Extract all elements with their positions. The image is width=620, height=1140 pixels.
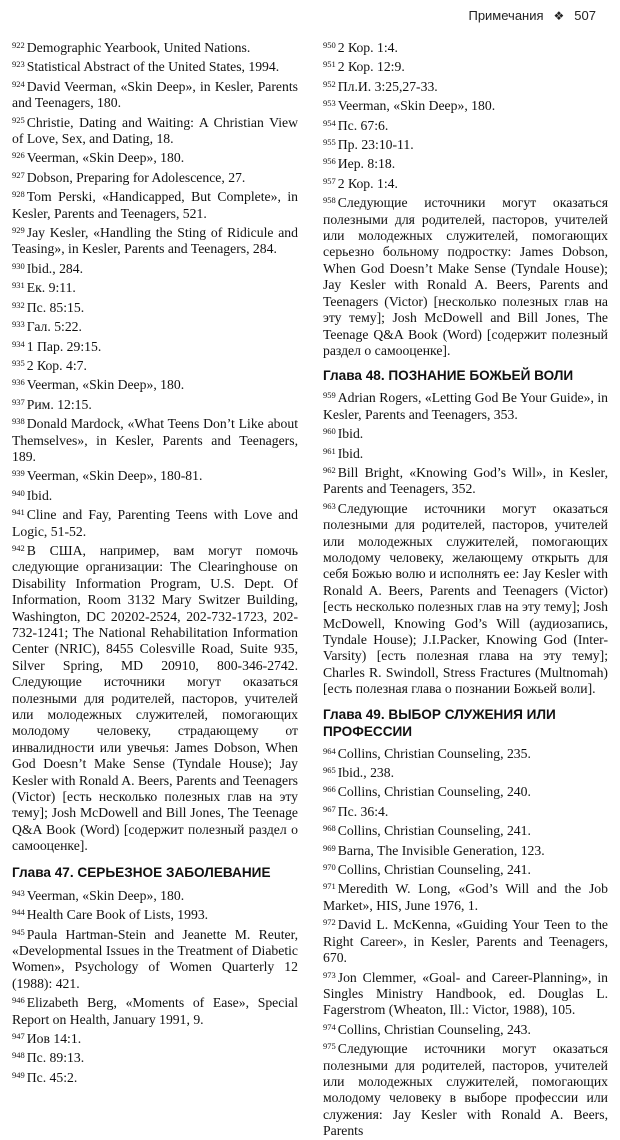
footnote-text: Следующие источники могут оказаться полезными для родителей, пасторов, учителей или молодежных служителей, помогающих молодому человеку, желающему открыть для себя Божью волю и исполнять ее: Jay Kesler with Ronald A. Beers, Parents and Teenagers (Victor) [есть несколько полезных глав на эту тему]; Josh McDowell, Knowing God’s Will (аудиозапись, Tyndale House); J.I.Packer, Knowing God (Inter-Varsity) [есть полезная глава на эту тему]; Charles R. Swindoll, Stress Fractures (Multnomah) [есть полезная глава о познании Божьей воли].: [323, 500, 608, 697]
footnote-number: 949: [12, 1069, 25, 1080]
footnote-text: Veerman, «Skin Deep», 180-81.: [26, 468, 203, 484]
footnote: [323, 820, 608, 839]
footnote-number: 969: [323, 842, 336, 853]
footnote-text: Demographic Yearbook, United Nations.: [26, 40, 251, 55]
footnote-number: 953: [323, 98, 336, 109]
footnote-number: 962: [323, 464, 336, 475]
footnote: [323, 781, 608, 800]
footnote-text: Пс. 85:15.: [26, 299, 85, 315]
footnote: [12, 37, 298, 56]
footnote-text: Donald Mardock, «What Teens Don’t Like about Themselves», in Kesler, Parents and Teenagers, 189.: [12, 416, 298, 464]
footnote-number: 929: [12, 225, 25, 236]
footnote: [323, 462, 608, 498]
footnote: [12, 924, 298, 993]
footnote-number: 927: [12, 169, 25, 180]
footnote-text: Следующие источники могут оказаться полезными для родителей, пасторов, учителей или молодежных служителей, помогающих серьезно больному подростку: James Dobson, When God Doesn’t Make Sense (Tyndale House); Jay Kesler with Ronald A. Beers, Parents and Teenagers (Victor) [несколько полезных глав на эту тему]; Josh McDowell and Bill Jones, The Teenage Q&A Book (Word) [содержит полезный раздел о самооценке].: [323, 195, 608, 358]
footnote-number: 942: [12, 542, 25, 553]
footnote-text: Paula Hartman-Stein and Jeanette M. Reuter, «Developmental Issues in the Treatment of Diabetic Women», Psychology of Women Quarterly 12 (1988): 421.: [12, 926, 298, 991]
footnote-number: 975: [323, 1041, 336, 1052]
footnote: [323, 914, 608, 966]
footnote-number: 922: [12, 40, 25, 50]
footnote-text: Ibid., 284.: [26, 260, 84, 276]
footnote-text: Collins, Christian Counseling, 241.: [337, 823, 531, 839]
footnote-text: Ibid.: [26, 487, 53, 503]
footnote-number: 959: [323, 390, 336, 401]
footnote-number: 948: [12, 1050, 25, 1061]
footnote-number: 955: [323, 137, 336, 148]
footnote-number: 951: [323, 59, 336, 70]
footnote-number: 961: [323, 445, 336, 456]
footnote-number: 947: [12, 1030, 25, 1041]
footnote: [323, 56, 608, 75]
footnote-text: 1 Пар. 29:15.: [26, 338, 102, 354]
footnote-number: 957: [323, 175, 336, 186]
footnote-text: В США, например, вам могут помочь следующие организации: The Clearinghouse on Disability Information Program, U.S. Dept. Of Information, Room 3132 Mary Switzer Building, Washington, DC 20202-2524, 202-732-1723, 202-732-1241; The National Rehabilitation Information Center (NRIC), 8455 Colesville Road, Suite 935, Silver Spring, MD 20910, 800-346-2742. Следующие источники могут оказаться полезными для родителей, пасторов, учителей или молодежных служителей, помогающих молодому человеку, страдающему от инвалидности или увечья: James Dobson, When God Doesn’t Make Sense (Tyndale House); Jay Kesler with Ronald A. Beers, Parents and Teenagers (Victor) [есть несколько полезных глав на эту тему]; Josh McDowell and Bill Jones, The Teenage Q&A Book (Word) [содержит полезный раздел о самооценке].: [12, 542, 298, 854]
footnote-text: Пс. 36:4.: [337, 803, 389, 819]
footnote-text: Иер. 8:18.: [337, 156, 396, 172]
footnote: [12, 413, 298, 465]
footnote-number: 935: [12, 357, 25, 368]
footnote: [12, 355, 298, 374]
footnote: [12, 485, 298, 504]
footnote: [12, 1028, 298, 1047]
footnote-text: Tom Perski, «Handicapped, But Complete», in Kesler, Parents and Teenagers, 521.: [12, 189, 298, 221]
footnote: [12, 258, 298, 277]
footnote-text: Barna, The Invisible Generation, 123.: [337, 842, 545, 858]
footnote-text: Гал. 5:22.: [26, 319, 82, 335]
footnote-number: 923: [12, 59, 25, 70]
footnote: [323, 192, 608, 359]
ornament-icon: ❖: [553, 8, 565, 23]
footnote: [12, 336, 298, 355]
footnote: [323, 387, 608, 423]
footnote-number: 931: [12, 280, 25, 291]
footnote: [323, 443, 608, 462]
footnote: [323, 840, 608, 859]
footnote: [12, 297, 298, 316]
footnote-number: 934: [12, 338, 25, 349]
footnote-number: 974: [323, 1021, 336, 1032]
footnote: [323, 743, 608, 762]
footnote-text: Veerman, «Skin Deep», 180.: [26, 887, 185, 903]
footnote-number: 963: [323, 500, 336, 511]
left-column: [12, 37, 298, 1086]
footnote-number: 933: [12, 319, 25, 330]
footnote-number: 937: [12, 396, 25, 407]
footnote: [323, 1019, 608, 1038]
footnote-text: Meredith W. Long, «God’s Will and the Job Market», HIS, June 1976, 1.: [323, 881, 608, 913]
footnote-number: 954: [323, 117, 336, 128]
footnote: [323, 498, 608, 698]
footnote: [12, 540, 298, 855]
footnote: [12, 504, 298, 540]
footnote: [323, 153, 608, 172]
footnote: [323, 76, 608, 95]
footnote-number: 945: [12, 926, 25, 937]
footnote-number: 973: [323, 969, 336, 980]
footnote: [323, 115, 608, 134]
footnote: [12, 374, 298, 393]
footnote: [323, 878, 608, 914]
footnote-text: Пс. 89:13.: [26, 1050, 85, 1066]
footnote-number: 930: [12, 260, 25, 271]
footnote-text: 2 Кор. 12:9.: [337, 59, 405, 75]
footnote-number: 958: [323, 195, 336, 206]
right-column: [323, 37, 608, 1140]
footnote: [323, 37, 608, 56]
footnote-text: Collins, Christian Counseling, 241.: [337, 862, 531, 878]
notes-list-950-958: [323, 37, 608, 359]
footnote-number: 964: [323, 745, 336, 756]
notes-list-959-963: [323, 387, 608, 697]
footnote: [323, 423, 608, 442]
footnote: [12, 167, 298, 186]
page-number: 507: [574, 8, 596, 23]
footnote-text: David Veerman, «Skin Deep», in Kesler, Parents and Teenagers, 180.: [12, 78, 298, 111]
footnote-text: Collins, Christian Counseling, 235.: [337, 745, 531, 761]
footnote-number: 938: [12, 416, 25, 427]
footnote-text: Jay Kesler, «Handling the Sting of Ridicule and Teasing», in Kesler, Parents and Teenagers, 284.: [12, 225, 298, 257]
chapter-49-heading: Глава 49. ВЫБОР СЛУЖЕНИЯ ИЛИ ПРОФЕССИИ: [323, 706, 556, 739]
footnote: [12, 222, 298, 258]
footnote-number: 946: [12, 995, 25, 1006]
footnote: [323, 95, 608, 114]
notes-list-964-975: [323, 743, 608, 1140]
footnote-text: David L. McKenna, «Guiding Your Teen to the Right Career», in Kesler, Parents and Teenagers, 670.: [323, 917, 608, 966]
footnote: [323, 173, 608, 192]
footnote: [12, 277, 298, 296]
footnote-text: Veerman, «Skin Deep», 180.: [26, 377, 185, 393]
footnote-number: 940: [12, 487, 25, 498]
footnote-number: 972: [323, 917, 336, 928]
footnote-number: 941: [12, 507, 25, 518]
footnote-number: 928: [12, 189, 25, 200]
footnote-number: 950: [323, 40, 336, 50]
footnote: [12, 394, 298, 413]
notes-list-943-949: [12, 885, 298, 1086]
section-title: Примечания: [468, 8, 544, 23]
footnote-text: Elizabeth Berg, «Moments of Ease», Special Report on Health, January 1991, 9.: [12, 995, 298, 1027]
footnote-text: Collins, Christian Counseling, 240.: [337, 784, 531, 800]
footnote-number: 936: [12, 377, 25, 388]
footnote-text: Пс. 67:6.: [337, 117, 389, 133]
footnote-number: 924: [12, 78, 25, 89]
footnote-text: Пр. 23:10-11.: [337, 137, 414, 153]
footnote-text: 2 Кор. 1:4.: [337, 175, 398, 191]
footnote: [12, 1067, 298, 1086]
footnote: [12, 316, 298, 335]
footnote: [12, 76, 298, 112]
footnote-number: 932: [12, 299, 25, 310]
footnote-text: Christie, Dating and Waiting: A Christian View of Love, Sex, and Dating, 18.: [12, 114, 298, 147]
footnote: [323, 134, 608, 153]
footnote-number: 925: [12, 114, 25, 125]
footnote-text: 2 Кор. 1:4.: [337, 40, 398, 55]
footnote-text: Adrian Rogers, «Letting God Be Your Guide», in Kesler, Parents and Teenagers, 353.: [323, 390, 608, 422]
footnote-number: 926: [12, 150, 25, 161]
chapter-48-heading: Глава 48. ПОЗНАНИЕ БОЖЬЕЙ ВОЛИ: [323, 368, 574, 384]
footnote-text: Рим. 12:15.: [26, 396, 92, 412]
footnote: [12, 1047, 298, 1066]
footnote-number: 967: [323, 803, 336, 814]
footnote-number: 952: [323, 78, 336, 89]
footnote: [323, 967, 608, 1019]
footnote: [12, 112, 298, 148]
footnote-text: Jon Clemmer, «Goal- and Career-Planning», in Singles Ministry Handbook, ed. Douglas L. Fagerstrom (Wheaton, Ill.: Victor, 1988), 105.: [323, 969, 608, 1018]
footnote-text: Следующие источники могут оказаться полезными для родителей, пасторов, учителей или молодежных служителей, помогающих молодому человеку в выборе профессии или служения: Jay Kesler with Ronald A. Beers, Parents: [323, 1041, 608, 1139]
footnote-text: Collins, Christian Counseling, 243.: [337, 1021, 531, 1037]
footnote-text: Пс. 45:2.: [26, 1069, 78, 1085]
footnote-text: Cline and Fay, Parenting Teens with Love and Logic, 51-52.: [12, 507, 298, 539]
footnote-number: 956: [323, 156, 336, 167]
footnote-number: 971: [323, 881, 336, 892]
footnote-text: Ек. 9:11.: [26, 280, 76, 296]
footnote: [323, 1038, 608, 1139]
footnote-text: Иов 14:1.: [26, 1030, 82, 1046]
footnote-text: Ibid., 238.: [337, 765, 395, 781]
footnote-text: Bill Bright, «Knowing God’s Will», in Kesler, Parents and Teenagers, 352.: [323, 464, 608, 497]
footnote: [323, 859, 608, 878]
footnote: [12, 904, 298, 923]
footnote: [12, 885, 298, 904]
footnote: [323, 762, 608, 781]
footnote-text: Ibid.: [337, 426, 364, 442]
footnote-number: 965: [323, 765, 336, 776]
footnote-number: 939: [12, 468, 25, 479]
footnote-text: Statistical Abstract of the United States, 1994.: [26, 59, 280, 75]
footnote-number: 960: [323, 426, 336, 437]
notes-list-922-942: [12, 37, 298, 855]
footnote-text: Dobson, Preparing for Adolescence, 27.: [26, 169, 246, 185]
chapter-47-heading: Глава 47. СЕРЬЕЗНОЕ ЗАБОЛЕВАНИЕ: [12, 864, 271, 880]
footnote-text: Health Care Book of Lists, 1993.: [26, 907, 209, 923]
footnote-number: 943: [12, 887, 25, 898]
footnote-number: 970: [323, 862, 336, 873]
footnote-number: 944: [12, 907, 25, 918]
footnote-text: Veerman, «Skin Deep», 180.: [26, 150, 185, 166]
footnote: [12, 186, 298, 222]
footnote-text: 2 Кор. 4:7.: [26, 357, 87, 373]
footnote: [323, 801, 608, 820]
footnote-text: Veerman, «Skin Deep», 180.: [337, 98, 496, 114]
footnote-number: 966: [323, 784, 336, 795]
footnote-text: Ibid.: [337, 445, 364, 461]
footnote: [12, 56, 298, 75]
footnote: [12, 147, 298, 166]
footnote-text: Пл.И. 3:25,27-33.: [337, 78, 438, 94]
footnote-number: 968: [323, 823, 336, 834]
running-head: [468, 8, 596, 23]
footnote: [12, 465, 298, 484]
footnote: [12, 992, 298, 1028]
